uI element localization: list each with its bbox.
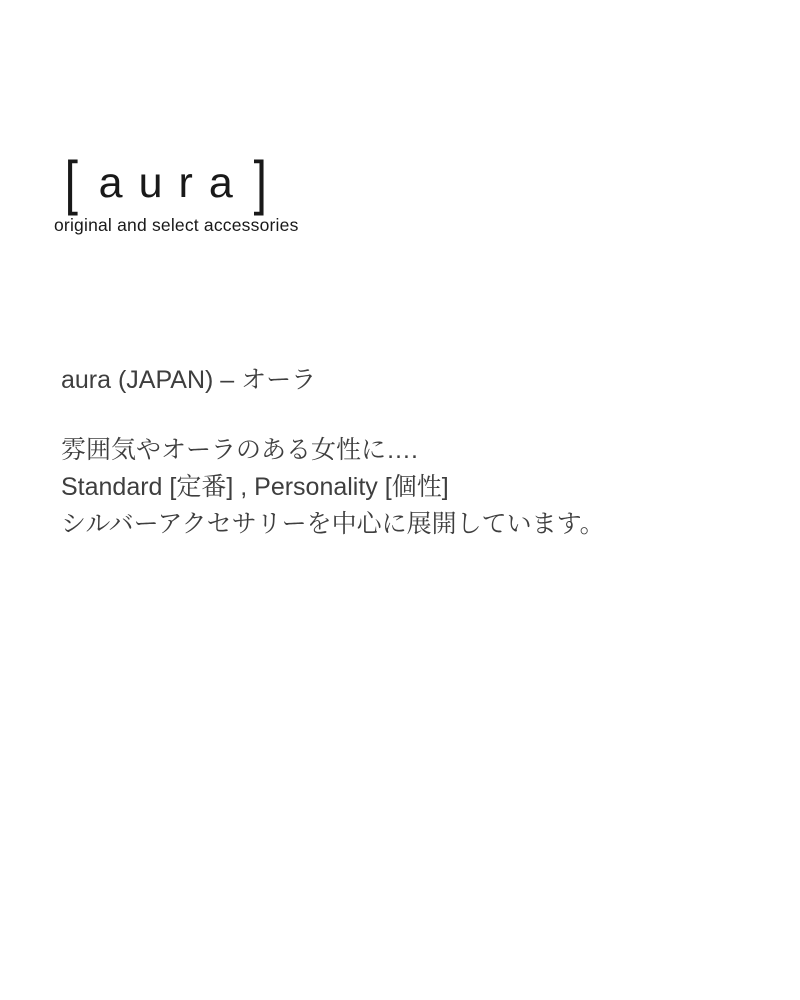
brand-description (61, 362, 605, 543)
brand-body-text (61, 432, 605, 543)
logo-bracket-right-icon: ] (253, 149, 267, 216)
logo-tagline: original and select accessories (54, 215, 299, 235)
aura-logo (54, 149, 299, 236)
logo-brand-name: aura (98, 158, 249, 207)
body-line-1: 雰囲気やオーラのある女性に…. (61, 436, 418, 464)
brand-title-line: aura (JAPAN) – オーラ (61, 366, 317, 394)
logo-wordmark (54, 149, 299, 216)
body-line-2: Standard [定番] , Personality [個性] (61, 473, 449, 501)
logo-bracket-left-icon: [ (64, 149, 79, 216)
body-line-3: シルバーアクセサリーを中心に展開しています。 (61, 510, 605, 538)
